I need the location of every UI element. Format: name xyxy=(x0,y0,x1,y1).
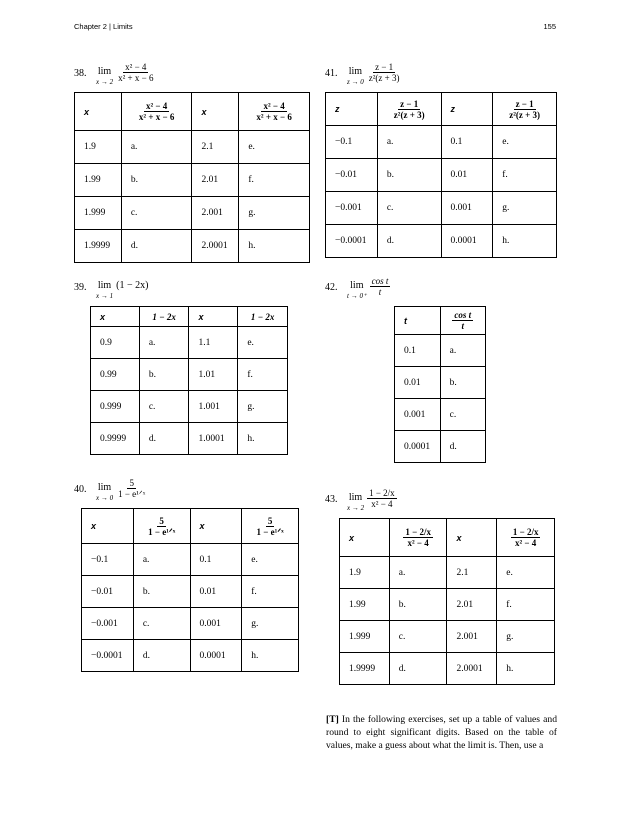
table-row: −0.01 b. 0.01 f. xyxy=(326,159,557,192)
limit-subscript: x → 0 xyxy=(96,494,114,502)
limit-subscript: z → 0 xyxy=(347,78,364,86)
column-header: 1 − 2x xyxy=(139,307,189,327)
column-header: $\frac{1 - 2/x}{\text{x² − 4}}$ xyxy=(497,519,555,557)
table-row: 0.9999 d. 1.0001 h. xyxy=(91,423,288,455)
column-header: x xyxy=(75,93,122,131)
running-header-chapter: Chapter 2 | Limits xyxy=(74,22,133,31)
exercise-40 xyxy=(74,478,299,672)
limit-operator: lim xyxy=(348,66,363,77)
limit-operator: lim xyxy=(97,482,112,493)
table-row: −0.1 a. 0.1 e. xyxy=(82,544,299,576)
column-header: $\frac{z - 1}{\text{z²(z + 3)}}$ xyxy=(377,93,441,126)
exercise-number: 39. xyxy=(74,282,87,293)
column-header: $\frac{1 - 2/x}{\text{x² − 4}}$ xyxy=(389,519,447,557)
limit-expression: $\frac{\text{x² − 4}}{\text{x² + x − 6}}$ xyxy=(118,62,154,83)
table-row: 1.9999 d. 2.0001 h. xyxy=(75,230,310,263)
exercise-number: 43. xyxy=(325,494,338,505)
table-row: −0.001 c. 0.001 g. xyxy=(326,192,557,225)
exercise-38 xyxy=(74,62,310,263)
table-row: −0.01 b. 0.01 f. xyxy=(82,576,299,608)
column-header: $\frac{5}{\text{1 − e¹ᐟˣ}}$ xyxy=(133,509,190,544)
table-row: −0.1 a. 0.1 e. xyxy=(326,126,557,159)
table-row: 0.01 b. xyxy=(395,367,486,399)
limit-expression: $\frac{\text{cos t}}{t}$ xyxy=(371,276,389,297)
page-number: 155 xyxy=(543,22,556,31)
table-row: 1.999 c. 2.001 g. xyxy=(340,621,555,653)
instruction-paragraph xyxy=(326,713,557,753)
limit-expression: (1 − 2x) xyxy=(116,280,149,291)
column-header: z xyxy=(326,93,378,126)
limit-operator: lim xyxy=(348,492,363,503)
table-row: 1.9999 d. 2.0001 h. xyxy=(340,653,555,685)
table-row: 0.999 c. 1.001 g. xyxy=(91,391,288,423)
limit-subscript: x → 1 xyxy=(96,292,114,300)
column-header: x xyxy=(82,509,134,544)
table-row: 1.99 b. 2.01 f. xyxy=(75,164,310,197)
values-table xyxy=(81,508,299,672)
limit-subscript: x → 2 xyxy=(347,504,365,512)
values-table xyxy=(74,92,310,263)
limit-expression: $\frac{5}{\text{1 − e¹ᐟˣ}}$ xyxy=(118,478,146,499)
column-header: x xyxy=(189,307,238,327)
exercise-41 xyxy=(325,62,557,258)
column-header: z xyxy=(441,93,493,126)
column-header: $\frac{\text{cos t}}{t}$ xyxy=(440,307,485,335)
table-row: 1.99 b. 2.01 f. xyxy=(340,589,555,621)
table-row: 0.1 a. xyxy=(395,335,486,367)
column-header: x xyxy=(447,519,497,557)
technology-tag: [T] xyxy=(326,714,339,725)
exercise-39 xyxy=(74,276,288,455)
limit-operator: lim xyxy=(97,280,112,291)
values-table xyxy=(394,306,486,463)
exercise-43 xyxy=(325,488,555,685)
exercise-number: 42. xyxy=(325,282,338,293)
table-row: 0.9 a. 1.1 e. xyxy=(91,327,288,359)
limit-subscript: x → 2 xyxy=(96,78,114,86)
column-header: $\frac{z - 1}{\text{z²(z + 3)}}$ xyxy=(493,93,557,126)
limit-operator: lim xyxy=(97,66,112,77)
table-row: 0.001 c. xyxy=(395,399,486,431)
exercise-number: 40. xyxy=(74,484,87,495)
table-row: −0.001 c. 0.001 g. xyxy=(82,608,299,640)
exercise-number: 38. xyxy=(74,68,87,79)
exercise-number: 41. xyxy=(325,68,338,79)
values-table xyxy=(325,92,557,258)
column-header: t xyxy=(395,307,441,335)
table-row: 1.9 a. 2.1 e. xyxy=(75,131,310,164)
column-header: x xyxy=(190,509,242,544)
values-table xyxy=(90,306,288,455)
exercise-42 xyxy=(325,276,486,463)
column-header: $\frac{5}{\text{1 − e¹ᐟˣ}}$ xyxy=(242,509,299,544)
limit-expression: $\frac{1 - 2/x}{\text{x² − 4}}$ xyxy=(369,488,395,509)
column-header: $\frac{\text{x² − 4}}{\text{x² + x − 6}}$ xyxy=(121,93,192,131)
instruction-text: In the following exercises, set up a table of values and round to eight significant digits. Based on the table of values, make a guess about what the limit is. Then, use a xyxy=(326,714,557,752)
column-header: x xyxy=(340,519,390,557)
column-header: x xyxy=(192,93,239,131)
table-row: 0.0001 d. xyxy=(395,431,486,463)
table-row: −0.0001 d. 0.0001 h. xyxy=(326,225,557,258)
limit-expression: $\frac{z - 1}{\text{z²(z + 3)}}$ xyxy=(368,62,400,83)
column-header: x xyxy=(91,307,140,327)
limit-operator: lim xyxy=(350,280,364,291)
column-header: 1 − 2x xyxy=(238,307,288,327)
table-row: −0.0001 d. 0.0001 h. xyxy=(82,640,299,672)
limit-subscript: t → 0⁺ xyxy=(347,292,367,300)
column-header: $\frac{\text{x² − 4}}{\text{x² + x − 6}}$ xyxy=(239,93,310,131)
table-row: 1.999 c. 2.001 g. xyxy=(75,197,310,230)
values-table xyxy=(339,518,555,685)
table-row: 1.9 a. 2.1 e. xyxy=(340,557,555,589)
table-row: 0.99 b. 1.01 f. xyxy=(91,359,288,391)
